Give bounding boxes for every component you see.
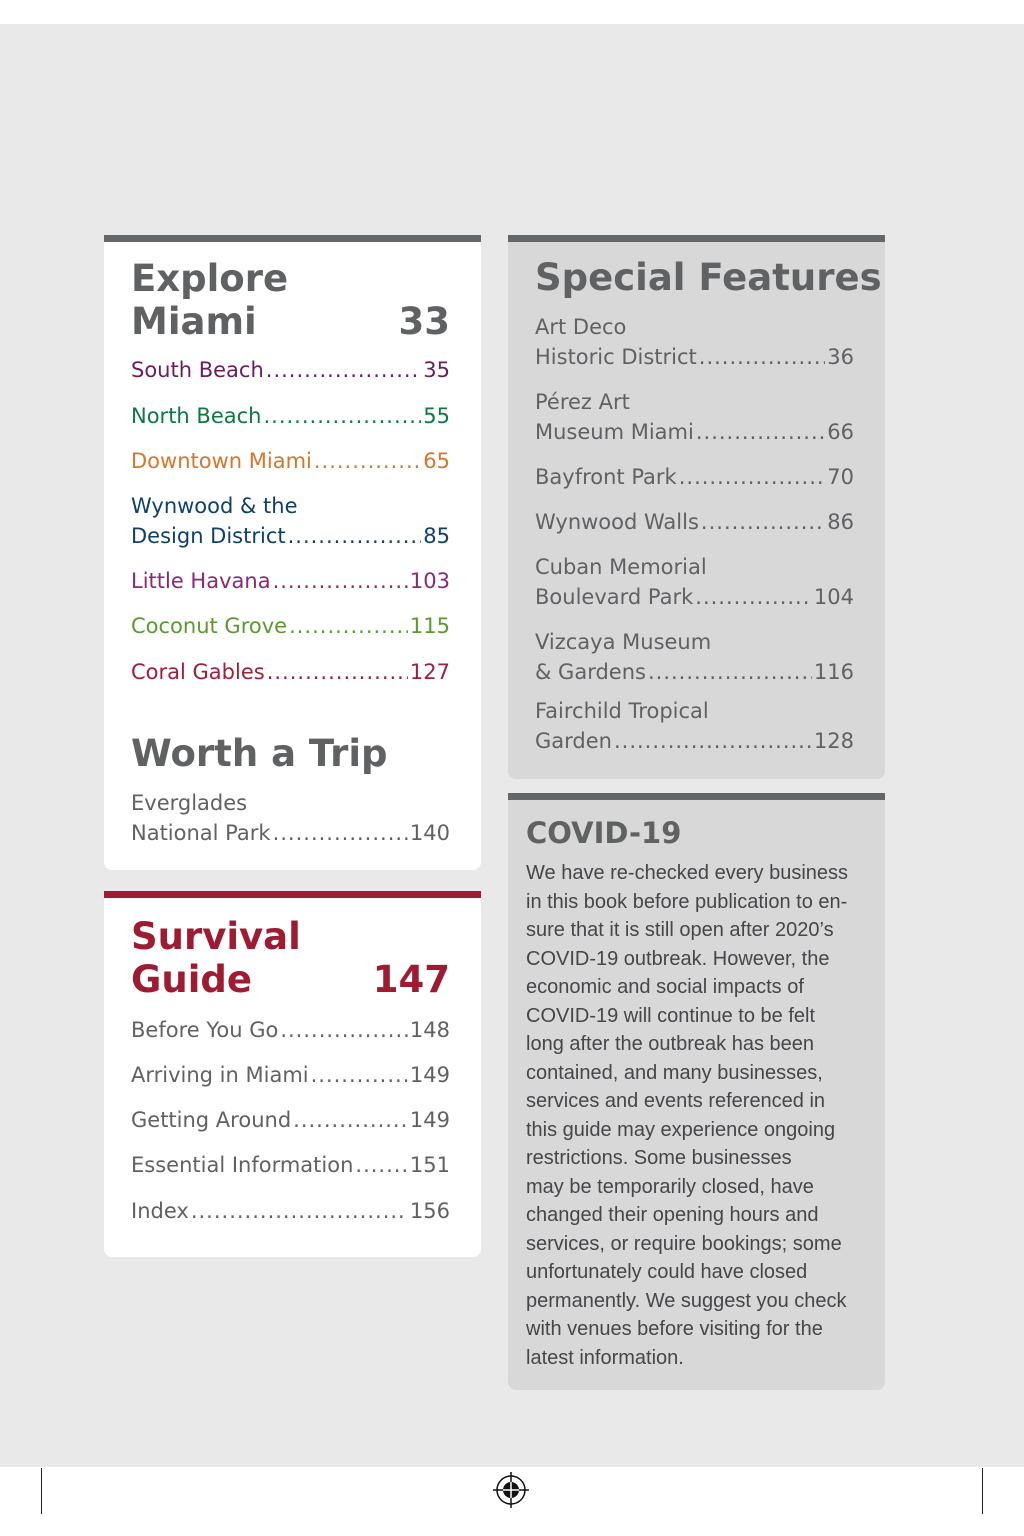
explore-title-line2: Miami [131, 300, 257, 343]
toc-entry-page: 65 [423, 449, 450, 473]
toc-entry-label: Getting Around [131, 1108, 292, 1132]
toc-entry-page: 116 [813, 660, 854, 684]
toc-entry-getting-around[interactable] [131, 1105, 450, 1135]
crosshair-registration-icon [493, 1472, 529, 1508]
covid-line: COVID-19 will continue to be felt [526, 1004, 816, 1027]
toc-entry-art-deco[interactable] [535, 342, 854, 372]
dot-leader [648, 657, 812, 687]
toc-entry-page: 55 [423, 404, 450, 428]
dot-leader [288, 521, 422, 551]
dot-leader [263, 401, 421, 431]
covid-title: COVID-19 [526, 816, 682, 850]
toc-entry-label: Boulevard Park [535, 585, 694, 609]
explore-title-line1: Explore [131, 257, 289, 300]
toc-entry-vizcaya[interactable] [535, 657, 854, 687]
toc-entry-page: 127 [409, 660, 450, 684]
toc-entry-vizcaya-line1[interactable]: Vizcaya Museum [535, 630, 712, 654]
survival-title-line2: Guide [131, 958, 252, 1001]
covid-line: COVID-19 outbreak. However, the [526, 947, 830, 970]
covid-line: restrictions. Some businesses [526, 1147, 792, 1169]
toc-entry-coral-gables[interactable] [131, 657, 450, 687]
covid-panel [508, 793, 885, 1390]
dot-leader [273, 818, 408, 848]
toc-entry-label: North Beach [131, 404, 262, 428]
dot-leader [266, 355, 422, 385]
covid-line: changed their opening hours and [526, 1204, 819, 1226]
explore-page-number: 33 [398, 300, 450, 343]
covid-line: services, or require bookings; some [526, 1232, 842, 1255]
special-top-bar [508, 235, 885, 242]
covid-line: with venues before visiting for the [526, 1318, 823, 1340]
survival-panel [104, 891, 481, 1257]
toc-entry-page: 70 [827, 465, 854, 489]
toc-entry-label: Coconut Grove [131, 614, 288, 638]
dot-leader [699, 342, 826, 372]
toc-entry-label: Museum Miami [535, 420, 694, 444]
toc-entry-label: Before You Go [131, 1018, 279, 1042]
covid-line: permanently. We suggest you check [526, 1289, 847, 1312]
dot-leader [280, 1015, 408, 1045]
covid-line: contained, and many businesses, [526, 1061, 823, 1084]
dot-leader [355, 1150, 408, 1180]
toc-entry-label: National Park [131, 821, 271, 845]
toc-entry-fairchild-line1[interactable]: Fairchild Tropical [535, 699, 709, 723]
toc-entry-page: 36 [827, 345, 854, 369]
explore-panel [104, 235, 481, 870]
toc-entry-art-deco-line1[interactable]: Art Deco [535, 315, 627, 339]
toc-entry-label: Index [131, 1199, 189, 1223]
toc-entry-wynwood[interactable] [131, 521, 450, 551]
covid-line: We have re-checked every business [526, 862, 849, 884]
toc-entry-label: Historic District [535, 345, 697, 369]
dot-leader [273, 566, 408, 596]
toc-entry-page: 85 [423, 524, 450, 548]
toc-entry-page: 115 [409, 614, 450, 638]
survival-title-line1: Survival [131, 915, 301, 958]
toc-entry-label: Coral Gables [131, 660, 265, 684]
covid-top-bar [508, 793, 885, 800]
toc-entry-everglades[interactable] [131, 818, 450, 848]
explore-top-bar [104, 235, 481, 242]
covid-body [526, 859, 876, 1372]
toc-entry-label: Arriving in Miami [131, 1063, 309, 1087]
toc-entry-index[interactable] [131, 1196, 450, 1226]
covid-line: services and events referenced in [526, 1090, 826, 1112]
toc-entry-page: 104 [813, 585, 854, 609]
dot-leader [696, 417, 825, 447]
toc-entry-essential-information[interactable] [131, 1150, 450, 1180]
toc-entry-label: Bayfront Park [535, 465, 677, 489]
special-features-panel [508, 235, 885, 779]
toc-entry-downtown-miami[interactable] [131, 446, 450, 476]
toc-entry-wynwood-line1[interactable]: Wynwood & the [131, 494, 298, 518]
toc-entry-label: Garden [535, 729, 612, 753]
toc-entry-label: & Gardens [535, 660, 646, 684]
dot-leader [191, 1196, 408, 1226]
toc-entry-perez[interactable] [535, 417, 854, 447]
survival-top-bar [104, 891, 481, 898]
toc-entry-little-havana[interactable] [131, 566, 450, 596]
covid-line: long after the outbreak has been [526, 1033, 814, 1055]
toc-entry-page: 86 [827, 510, 854, 534]
toc-entry-page: 149 [409, 1063, 450, 1087]
dot-leader [614, 726, 812, 756]
toc-entry-label: Wynwood Walls [535, 510, 699, 534]
toc-entry-label: Design District [131, 524, 286, 548]
toc-entry-label: Little Havana [131, 569, 271, 593]
toc-entry-fairchild[interactable] [535, 726, 854, 756]
toc-entry-cuban-memorial-line1[interactable]: Cuban Memorial [535, 555, 707, 579]
covid-line: may be temporarily closed, have [526, 1175, 814, 1198]
toc-entry-everglades-line1[interactable]: Everglades [131, 791, 248, 815]
covid-line: unfortunately could have closed [526, 1261, 808, 1283]
toc-entry-arriving-in-miami[interactable] [131, 1060, 450, 1090]
toc-entry-page: 151 [409, 1153, 450, 1177]
toc-entry-page: 35 [423, 358, 450, 382]
toc-entry-north-beach[interactable] [131, 401, 450, 431]
worth-a-trip-title: Worth a Trip [131, 732, 388, 775]
dot-leader [293, 1105, 408, 1135]
dot-leader [695, 582, 812, 612]
toc-entry-bayfront-park[interactable] [535, 462, 854, 492]
toc-entry-label: Essential Information [131, 1153, 354, 1177]
toc-entry-page: 66 [827, 420, 854, 444]
covid-line: this guide may experience ongoing [526, 1118, 836, 1141]
special-features-title: Special Features [535, 256, 882, 299]
covid-line: sure that it is still open after 2020’s [526, 919, 834, 941]
crop-mark-right [982, 1468, 983, 1514]
covid-line: economic and social impacts of [526, 976, 804, 998]
dot-leader [679, 462, 826, 492]
toc-entry-cuban-memorial[interactable] [535, 582, 854, 612]
toc-entry-page: 128 [813, 729, 854, 753]
toc-entry-page: 140 [409, 821, 450, 845]
dot-leader [267, 657, 408, 687]
dot-leader [701, 507, 825, 537]
covid-line: latest information. [526, 1346, 684, 1369]
toc-entry-page: 148 [409, 1018, 450, 1042]
toc-entry-south-beach[interactable] [131, 355, 450, 385]
survival-page-number: 147 [372, 958, 450, 1001]
dot-leader [289, 611, 408, 641]
dot-leader [314, 446, 421, 476]
toc-entry-page: 149 [409, 1108, 450, 1132]
toc-entry-coconut-grove[interactable] [131, 611, 450, 641]
dot-leader [311, 1060, 408, 1090]
toc-entry-wynwood-walls[interactable] [535, 507, 854, 537]
toc-entry-perez-line1[interactable]: Pérez Art [535, 390, 630, 414]
toc-entry-page: 103 [409, 569, 450, 593]
crop-mark-left [41, 1468, 42, 1514]
toc-entry-label: Downtown Miami [131, 449, 312, 473]
toc-entry-before-you-go[interactable] [131, 1015, 450, 1045]
covid-line: in this book before publication to en- [526, 890, 848, 913]
toc-entry-label: South Beach [131, 358, 264, 382]
toc-entry-page: 156 [409, 1199, 450, 1223]
